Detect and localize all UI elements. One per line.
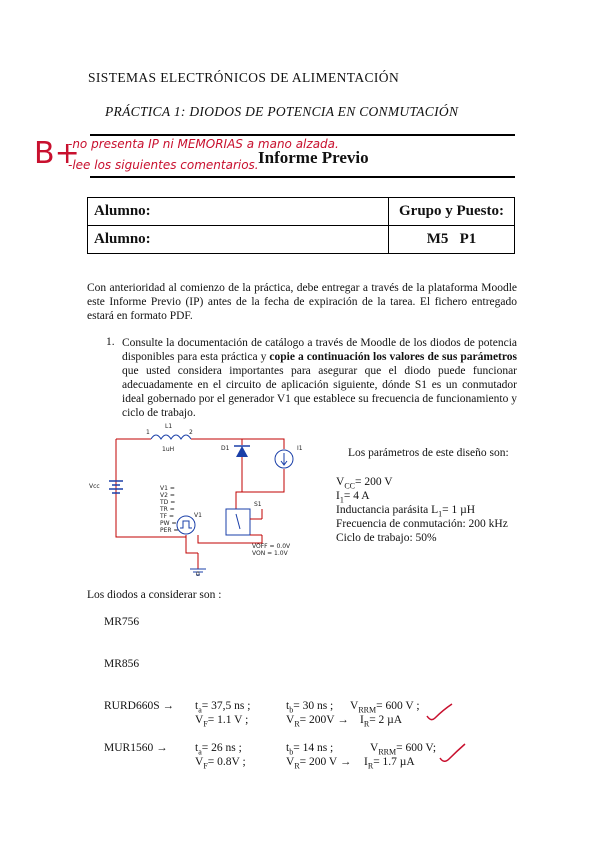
vr-value: = 200V → [299,714,349,726]
intro-paragraph: Con anterioridad al comienzo de la práctica, debe entregar a través de la plataforma Moodle este Informe Previo (IP) antes de la fecha de expiración de la tarea. El fichero entregado estará en formato PDF. [87,282,517,322]
vcc-value: = 200 V [354,476,393,488]
item-text-a: Consulte la documentación de catálogo a través de Moodle de los diodos de potencia disponibles para esta práctica y [122,337,517,363]
annotation-line-1: -no presenta IP ni MEMORIAS a mano alzada. [68,137,339,151]
inductor-symbol [151,435,191,439]
group-label: Grupo y Puesto: [389,198,515,226]
v-symbol: V [350,700,359,712]
ta-value: = 37,5 ns ; [201,700,251,712]
v1-param: TR = [160,506,175,513]
diode-ta [195,700,250,714]
diode-vrrm [370,742,436,756]
course-title: SISTEMAS ELECTRÓNICOS DE ALIMENTACIÓN [88,70,400,85]
diode-ir [360,714,402,728]
r-subscript: R [367,761,374,771]
diode-tb [286,700,333,714]
f-subscript: F [203,761,208,771]
t-symbol: t [286,700,290,712]
vr-value: = 200 V → [299,756,352,768]
r-subscript: R [363,719,370,729]
label-gnd: 0 [196,571,200,578]
t-symbol: t [286,742,290,754]
label-node1: 1 [146,429,150,436]
l-value: = 1 µH [442,504,476,516]
check-mark-icon [425,700,455,724]
l-text: Inductancia parásita L [336,504,439,516]
vrrm-value: = 600 V ; [376,700,420,712]
label-l1: L1 [165,423,173,430]
label-node2: 2 [189,429,193,436]
i-subscript: 1 [339,495,344,505]
t-symbol: t [195,742,199,754]
diodes-intro: Los diodos a considerar son : [87,589,222,601]
v1-param: V1 = [160,485,175,492]
student-label-2: Alumno: [88,226,389,254]
student-label-1: Alumno: [88,198,389,226]
diode-tb [286,742,333,756]
v-symbol: V [370,742,379,754]
label-i1: I1 [297,445,303,452]
pulse-source-symbol [177,516,195,534]
ir-value: = 2 µA [369,714,403,726]
diode-name: MUR1560 → [104,742,168,754]
ta-value: = 26 ns ; [201,742,242,754]
r-subscript: R [294,761,300,771]
vf-value: = 1.1 V ; [207,714,249,726]
item-number: 1. [106,336,115,348]
params-intro: Los parámetros de este diseño son: [348,447,509,459]
student-table [87,197,515,254]
label-vcc: Vcc [89,483,100,490]
item-text-b: que usted considera importantes para asegurar que el diodo puede funcionar adecuadamente en el circuito de aplicación siguiente, dónde S1 es un conmutador ideal gobernado por el generador V1 que establece su frecuencia de funcionamiento y ciclo de trabajo. [122,365,517,419]
v1-param: TD = [160,499,176,506]
item-text-bold: copie a continuación los valores de sus parámetros [269,351,517,363]
t-symbol: t [195,700,199,712]
top-rule [90,134,515,136]
diode-vf [195,714,248,728]
diode-vr [286,714,349,728]
circuit-schematic [86,417,321,579]
diode-ir [364,756,415,770]
label-voff: VOFF = 0.0V [252,543,291,550]
switch-symbol [226,509,262,535]
vrrm-value: = 600 V; [396,742,437,754]
vf-value: = 0.8V ; [207,756,246,768]
diode-ta [195,742,242,756]
label-von: VON = 1.0V [252,550,288,557]
b-subscript: b [289,747,294,757]
label-d1: D1 [221,445,230,452]
current-source-symbol [275,450,293,468]
label-l1-value: 1uH [162,446,175,453]
diode-vf [195,756,246,770]
rrm-subscript: RRM [358,705,377,715]
vcc-subscript: CC [344,481,355,491]
v-symbol: V [286,756,295,768]
label-v1: V1 [194,512,202,519]
v1-param: V2 = [160,492,175,499]
rrm-subscript: RRM [378,747,397,757]
check-mark-icon [438,740,468,766]
param-duty-cycle: Ciclo de trabajo: 50% [336,532,437,544]
a-subscript: a [198,705,202,715]
f-subscript: F [203,719,208,729]
i-symbol: I [336,490,340,502]
label-s1: S1 [254,501,262,508]
bottom-rule [90,176,515,178]
diode-name: MR856 [104,658,140,670]
diode-name: RURD660S → [104,700,174,712]
diode-name: MR756 [104,616,140,628]
tb-value: = 14 ns ; [293,742,334,754]
param-frequency: Frecuencia de conmutación: 200 kHz [336,518,508,530]
grade-annotation: B+ [34,136,80,171]
annotation-line-2: -lee los siguientes comentarios. [68,158,259,172]
item-text [122,336,517,420]
i-symbol: I [364,756,368,768]
section-title: Informe Previo [258,148,369,167]
v1-param: TF = [160,513,175,520]
v-symbol: V [195,714,204,726]
diode-vr [286,756,351,770]
v-symbol: V [286,714,295,726]
vcc-symbol: V [336,476,345,488]
l-subscript: 1 [438,509,443,519]
r-subscript: R [294,719,300,729]
a-subscript: a [198,747,202,757]
i-symbol: I [360,714,364,726]
practice-title: PRÁCTICA 1: DIODOS DE POTENCIA EN CONMUTACIÓN [105,104,459,119]
v1-param: PER = [160,527,179,534]
b-subscript: b [289,705,294,715]
v1-param: PW = [160,520,177,527]
i-value: = 4 A [343,490,370,502]
ir-value: = 1.7 µA [373,756,415,768]
diode-vrrm [350,700,420,714]
v-symbol: V [195,756,204,768]
group-value: M5 P1 [389,226,515,254]
tb-value: = 30 ns ; [293,700,334,712]
diode-symbol [234,446,250,467]
